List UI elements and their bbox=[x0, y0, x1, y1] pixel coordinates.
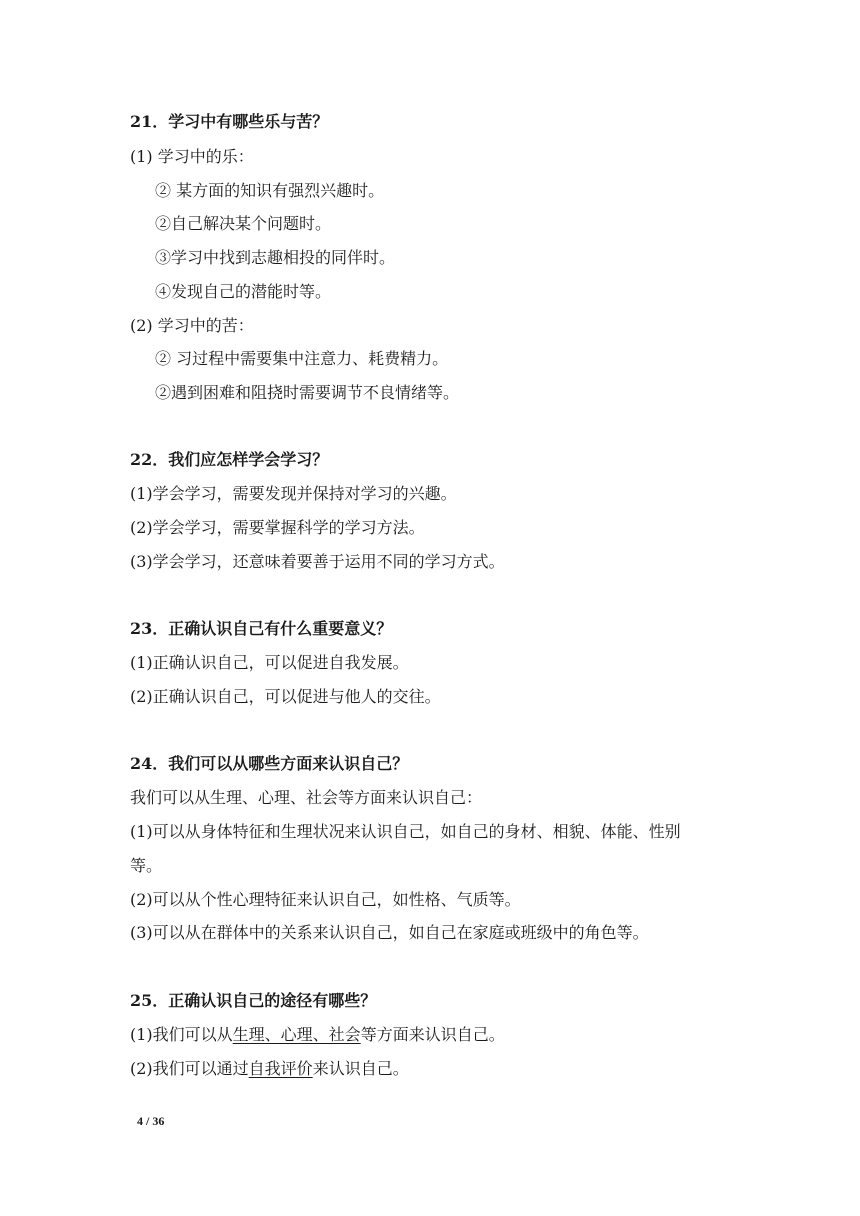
section-25-line-2-prefix: (2)我们可以通过 bbox=[130, 1059, 249, 1078]
section-21-line-6: (2) 学习中的苦： bbox=[130, 316, 254, 335]
section-25-line-1-underlined: 生理、心理、社会 bbox=[232, 1025, 361, 1044]
section-25-line-1-prefix: (1)我们可以从 bbox=[130, 1025, 233, 1044]
section-25-line-1-suffix: 等方面来认识自己。 bbox=[360, 1025, 505, 1044]
section-24-heading: 24．我们可以从哪些方面来认识自己？ bbox=[130, 754, 409, 773]
page-number: 4 / 36 bbox=[137, 1114, 165, 1128]
section-25-line-2-underlined: 自我评价 bbox=[248, 1059, 313, 1078]
section-23-line-2: (2)正确认识自己，可以促进与他人的交往。 bbox=[130, 687, 441, 706]
section-22-line-2: (2)学会学习，需要掌握科学的学习方法。 bbox=[130, 518, 425, 537]
section-21-line-4: ③学习中找到志趣相投的同伴时。 bbox=[155, 248, 396, 267]
section-22-heading: 22．我们应怎样学会学习？ bbox=[130, 450, 329, 469]
section-21-line-8: ②遇到困难和阻挠时需要调节不良情绪等。 bbox=[155, 383, 460, 402]
section-22-line-1: (1)学会学习，需要发现并保持对学习的兴趣。 bbox=[130, 484, 457, 503]
section-25-heading: 25．正确认识自己的途径有哪些？ bbox=[130, 991, 377, 1010]
section-23-heading: 23．正确认识自己有什么重要意义？ bbox=[130, 619, 393, 638]
section-21-heading: 21．学习中有哪些乐与苦？ bbox=[130, 112, 329, 131]
section-23-line-1: (1)正确认识自己，可以促进自我发展。 bbox=[130, 653, 409, 672]
section-24-line-3: 等。 bbox=[130, 856, 163, 875]
section-21-line-7: ② 习过程中需要集中注意力、耗费精力。 bbox=[155, 349, 449, 368]
section-24-line-2: (1)可以从身体特征和生理状况来认识自己，如自己的身材、相貌、体能、性别 bbox=[130, 822, 681, 841]
section-25-line-1 bbox=[130, 1025, 505, 1045]
section-22-line-3: (3)学会学习，还意味着要善于运用不同的学习方式。 bbox=[130, 552, 505, 571]
section-25-line-2-suffix: 来认识自己。 bbox=[312, 1059, 409, 1078]
section-24-line-1: 我们可以从生理、心理、社会等方面来认识自己： bbox=[130, 788, 483, 807]
section-21-line-1: (1) 学习中的乐： bbox=[130, 147, 254, 166]
section-24-line-5: (3)可以从在群体中的关系来认识自己，如自己在家庭或班级中的角色等。 bbox=[130, 923, 649, 942]
section-21-line-2: ② 某方面的知识有强烈兴趣时。 bbox=[155, 181, 385, 200]
section-25-line-2 bbox=[130, 1059, 409, 1079]
section-24-line-4: (2)可以从个性心理特征来认识自己，如性格、气质等。 bbox=[130, 890, 521, 909]
section-21-line-5: ④发现自己的潜能时等。 bbox=[155, 282, 332, 301]
section-21-line-3: ②自己解决某个问题时。 bbox=[155, 214, 332, 233]
